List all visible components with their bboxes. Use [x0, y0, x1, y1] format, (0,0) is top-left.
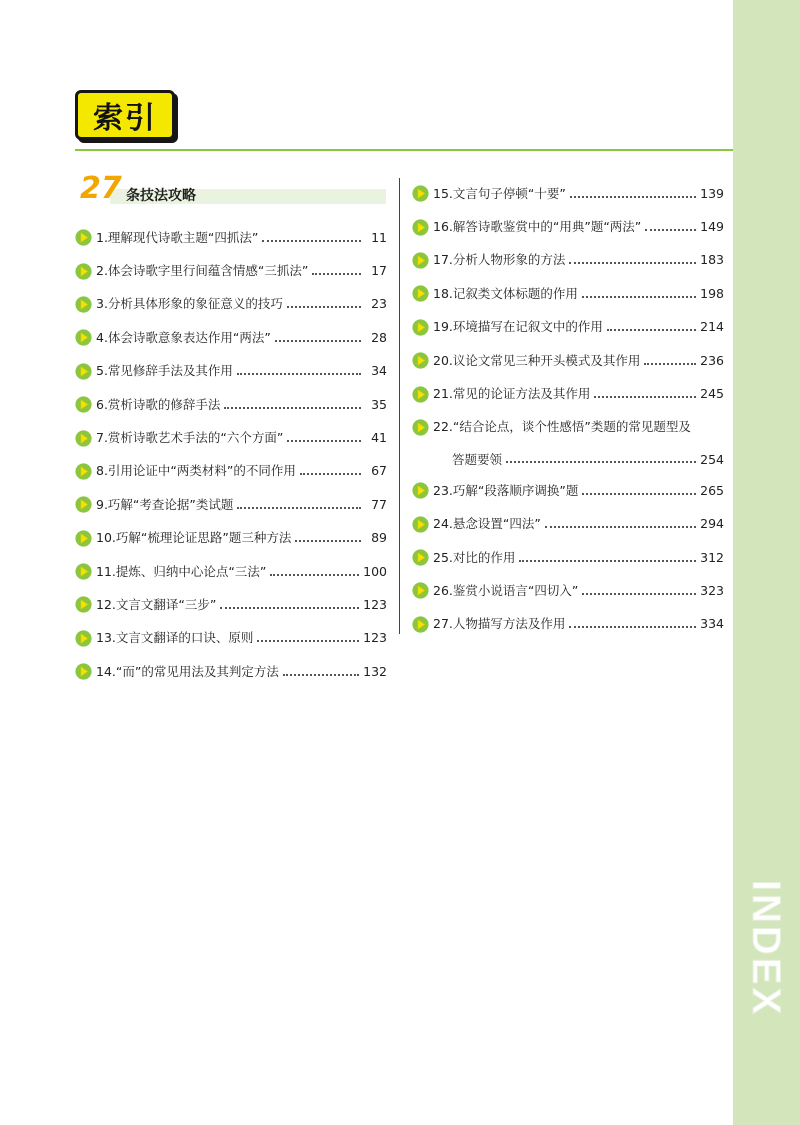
toc-entry-page: 312: [700, 549, 724, 565]
toc-entry-page: 41: [371, 430, 387, 446]
toc-right-column: [412, 177, 724, 641]
arrow-bullet-icon: [75, 229, 92, 246]
toc-entry-page: 183: [700, 252, 724, 268]
toc-entry-title: 24.悬念设置“四法”: [433, 516, 541, 532]
index-side-label: INDEX: [744, 879, 789, 1017]
arrow-bullet-icon: [75, 563, 92, 580]
toc-entry-page: 149: [700, 219, 724, 235]
arrow-bullet-icon: [75, 430, 92, 447]
toc-leader-dots: [237, 371, 361, 375]
toc-entry-title: 10.巧解“梳理论证思路”题三种方法: [96, 530, 292, 546]
arrow-bullet-icon: [412, 582, 429, 599]
title-underline: [75, 149, 733, 151]
toc-entry[interactable]: [412, 508, 724, 541]
arrow-bullet-icon: [412, 516, 429, 533]
toc-entry[interactable]: [75, 522, 387, 555]
toc-entry-page: 35: [371, 396, 387, 412]
toc-entry[interactable]: [75, 388, 387, 421]
toc-entry[interactable]: [75, 555, 387, 588]
toc-leader-dots: [237, 505, 361, 509]
toc-leader-dots: [300, 471, 361, 475]
toc-entry[interactable]: [75, 588, 387, 621]
toc-entry-title: 19.环境描写在记叙文中的作用: [433, 319, 603, 335]
toc-entry-title: 16.解答诗歌鉴赏中的“用典”题“两法”: [433, 219, 642, 235]
toc-entry[interactable]: [412, 344, 724, 377]
toc-left-column: [75, 221, 387, 688]
arrow-bullet-icon: [412, 386, 429, 403]
arrow-bullet-icon: [412, 285, 429, 302]
toc-entry[interactable]: [412, 411, 724, 444]
toc-leader-dots: [582, 591, 696, 595]
toc-leader-dots: [257, 638, 359, 642]
toc-entry-title: 18.记叙类文体标题的作用: [433, 285, 578, 301]
column-divider: [399, 178, 400, 634]
toc-leader-dots: [582, 491, 696, 495]
toc-entry-title: 27.人物描写方法及作用: [433, 616, 566, 632]
toc-entry-title: 20.议论文常见三种开头模式及其作用: [433, 352, 641, 368]
toc-entry[interactable]: [412, 244, 724, 277]
toc-entry[interactable]: [75, 221, 387, 254]
page-title: 索引: [93, 101, 157, 136]
arrow-bullet-icon: [412, 252, 429, 269]
toc-leader-dots: [545, 524, 696, 528]
toc-entry[interactable]: [75, 421, 387, 454]
arrow-bullet-icon: [75, 530, 92, 547]
toc-entry-page: 198: [700, 285, 724, 301]
toc-entry-page: 236: [700, 352, 724, 368]
toc-entry-page: 123: [363, 630, 387, 646]
toc-entry-title: 14.“而”的常见用法及其判定方法: [96, 663, 279, 679]
toc-leader-dots: [220, 605, 359, 609]
toc-entry[interactable]: [75, 288, 387, 321]
toc-entry-title: 11.提炼、归纳中心论点“三法”: [96, 563, 267, 579]
toc-entry[interactable]: [412, 277, 724, 310]
arrow-bullet-icon: [75, 630, 92, 647]
toc-leader-dots: [312, 271, 361, 275]
toc-leader-dots: [506, 459, 696, 463]
toc-leader-dots: [295, 538, 361, 542]
toc-leader-dots: [607, 327, 696, 331]
section-number: 27: [80, 171, 122, 206]
toc-leader-dots: [262, 238, 361, 242]
toc-entry[interactable]: [75, 355, 387, 388]
toc-entry-page: 294: [700, 516, 724, 532]
arrow-bullet-icon: [412, 219, 429, 236]
toc-leader-dots: [519, 558, 696, 562]
toc-entry-page: 254: [700, 451, 724, 467]
toc-entry-page: 100: [363, 563, 387, 579]
arrow-bullet-icon: [75, 663, 92, 680]
toc-leader-dots: [570, 194, 696, 198]
arrow-bullet-icon: [412, 616, 429, 633]
arrow-bullet-icon: [75, 263, 92, 280]
toc-entry-page: 139: [700, 185, 724, 201]
toc-entry-title: 22.“结合论点，谈个性感悟”类题的常见题型及: [433, 419, 691, 435]
toc-entry-page: 34: [371, 363, 387, 379]
toc-entry[interactable]: [75, 321, 387, 354]
toc-entry-title: 4.体会诗歌意象表达作用“两法”: [96, 329, 271, 345]
toc-entry-page: 89: [371, 530, 387, 546]
toc-entry-title: 23.巧解“段落顺序调换”题: [433, 482, 579, 498]
toc-entry[interactable]: [75, 254, 387, 287]
toc-entry-page: 11: [371, 229, 387, 245]
toc-entry[interactable]: [412, 541, 724, 574]
toc-entry-title: 12.文言文翻译“三步”: [96, 596, 217, 612]
toc-entry-title: 9.巧解“考查论据”类试题: [96, 496, 234, 512]
toc-entry[interactable]: [412, 210, 724, 243]
arrow-bullet-icon: [75, 596, 92, 613]
toc-entry-title: 21.常见的论证方法及其作用: [433, 386, 591, 402]
arrow-bullet-icon: [75, 396, 92, 413]
toc-entry-title: 25.对比的作用: [433, 549, 516, 565]
toc-leader-dots: [270, 572, 359, 576]
toc-entry[interactable]: [75, 488, 387, 521]
toc-entry-page: 77: [371, 496, 387, 512]
page-title-badge: [75, 90, 175, 140]
toc-entry[interactable]: [75, 655, 387, 688]
toc-entry[interactable]: [75, 622, 387, 655]
toc-entry[interactable]: [412, 474, 724, 507]
arrow-bullet-icon: [75, 363, 92, 380]
toc-entry[interactable]: [412, 608, 724, 641]
toc-entry-page: 334: [700, 616, 724, 632]
section-label: 条技法攻略: [126, 188, 196, 204]
toc-leader-dots: [287, 438, 361, 442]
toc-entry-title: 6.赏析诗歌的修辞手法: [96, 396, 221, 412]
arrow-bullet-icon: [75, 463, 92, 480]
toc-leader-dots: [644, 361, 696, 365]
toc-entry-page: 28: [371, 329, 387, 345]
toc-leader-dots: [569, 624, 696, 628]
arrow-bullet-icon: [412, 352, 429, 369]
toc-leader-dots: [582, 294, 696, 298]
toc-entry-page: 123: [363, 596, 387, 612]
arrow-bullet-icon: [412, 419, 429, 436]
arrow-bullet-icon: [412, 482, 429, 499]
toc-entry-title: 26.鉴赏小说语言“四切入”: [433, 582, 579, 598]
toc-entry-title: 8.引用论证中“两类材料”的不同作用: [96, 463, 296, 479]
toc-entry-title: 1.理解现代诗歌主题“四抓法”: [96, 229, 259, 245]
toc-leader-dots: [645, 227, 696, 231]
arrow-bullet-icon: [412, 185, 429, 202]
toc-leader-dots: [224, 405, 361, 409]
toc-leader-dots: [275, 338, 361, 342]
toc-entry-title: 2.体会诗歌字里行间蕴含情感“三抓法”: [96, 263, 309, 279]
arrow-bullet-icon: [75, 496, 92, 513]
toc-entry-page: 67: [371, 463, 387, 479]
toc-entry-page: 323: [700, 582, 724, 598]
toc-entry[interactable]: [412, 377, 724, 410]
toc-entry-title: 13.文言文翻译的口诀、原则: [96, 630, 254, 646]
toc-leader-dots: [283, 672, 359, 676]
toc-entry-page: 214: [700, 319, 724, 335]
arrow-bullet-icon: [412, 319, 429, 336]
toc-entry-page: 23: [371, 296, 387, 312]
toc-entry[interactable]: [75, 455, 387, 488]
toc-entry[interactable]: [412, 177, 724, 210]
toc-entry-page: 17: [371, 263, 387, 279]
toc-entry-title: 7.赏析诗歌艺术手法的“六个方面”: [96, 430, 284, 446]
toc-entry-page: 132: [363, 663, 387, 679]
section-header: [80, 171, 386, 206]
arrow-bullet-icon: [75, 296, 92, 313]
toc-entry-page: 245: [700, 386, 724, 402]
toc-entry-page: 265: [700, 482, 724, 498]
toc-entry[interactable]: [412, 574, 724, 607]
toc-leader-dots: [569, 260, 696, 264]
toc-entry-title-cont: 答题要领: [452, 452, 503, 468]
toc-entry-title: 5.常见修辞手法及其作用: [96, 363, 233, 379]
toc-leader-dots: [287, 304, 361, 308]
arrow-bullet-icon: [412, 549, 429, 566]
toc-entry-title: 15.文言句子停顿“十要”: [433, 185, 566, 201]
toc-entry-title: 3.分析具体形象的象征意义的技巧: [96, 296, 283, 312]
toc-leader-dots: [594, 394, 696, 398]
toc-entry-title: 17.分析人物形象的方法: [433, 252, 566, 268]
toc-entry-continuation[interactable]: [412, 444, 724, 474]
toc-entry[interactable]: [412, 311, 724, 344]
arrow-bullet-icon: [75, 329, 92, 346]
